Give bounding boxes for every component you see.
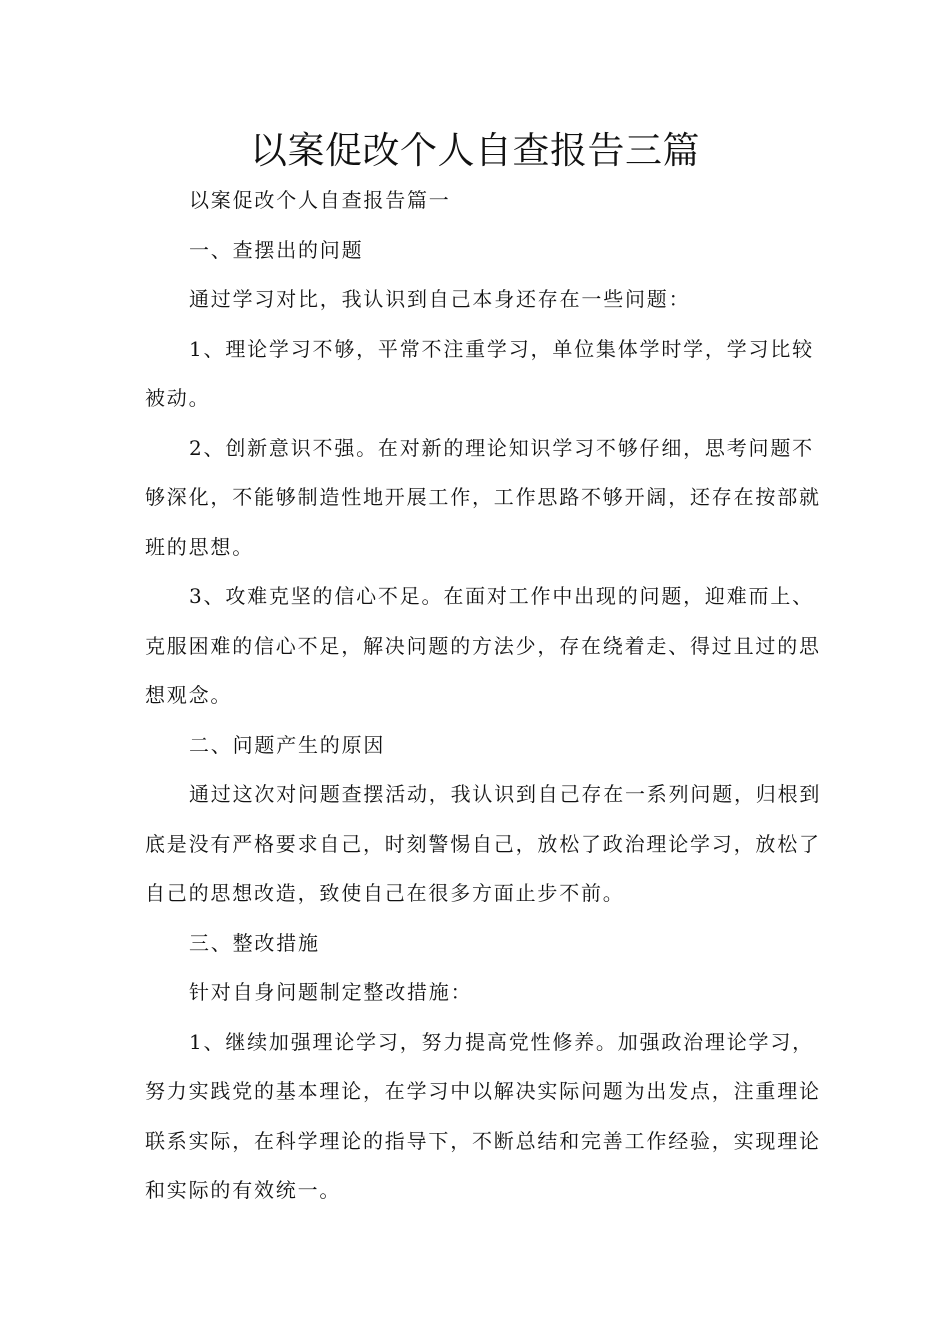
heading-measures: 三、整改措施 [189, 930, 320, 955]
document-title: 以案促改个人自查报告三篇 [250, 129, 700, 172]
paragraph-measures-intro: 针对自身问题制定整改措施： [189, 980, 473, 1004]
paragraph-intro: 通过学习对比，我认识到自己本身还存在一些问题： [189, 287, 691, 311]
heading-causes: 二、问题产生的原因 [189, 732, 386, 757]
document-body [145, 176, 827, 1216]
heading-problems-found: 一、查摆出的问题 [189, 237, 364, 262]
paragraph-causes: 通过这次对问题查摆活动，我认识到自己存在一系列问题，归根到底是没有严格要求自己，时刻警惕自己，放松了政治理论学习，放松了自己的思想改造，致使自己在很多方面止步不前。 [145, 782, 822, 905]
paragraph-problem-2: 2、创新意识不强。在对新的理论知识学习不够仔细，思考问题不够深化，不能够制造性地开展工作，工作思路不够开阔，还存在按部就班的思想。 [145, 435, 821, 559]
paragraph-problem-1: 1、理论学习不够，平常不注重学习，单位集体学时学，学习比较被动。 [145, 336, 814, 410]
paragraph-problem-3: 3、攻难克坚的信心不足。在面对工作中出现的问题，迎难而上、克服困难的信心不足，解决问题的方法少，存在绕着走、得过且过的思想观念。 [145, 584, 821, 707]
paragraph-subtitle: 以案促改个人自查报告篇一 [189, 188, 451, 212]
paragraph-measure-1: 1、继续加强理论学习，努力提高党性修养。加强政治理论学习，努力实践党的基本理论，在学习中以解决实际问题为出发点，注重理论联系实际，在科学理论的指导下，不断总结和完善工作经验，实现理论和实际的有效统一。 [145, 1029, 821, 1202]
